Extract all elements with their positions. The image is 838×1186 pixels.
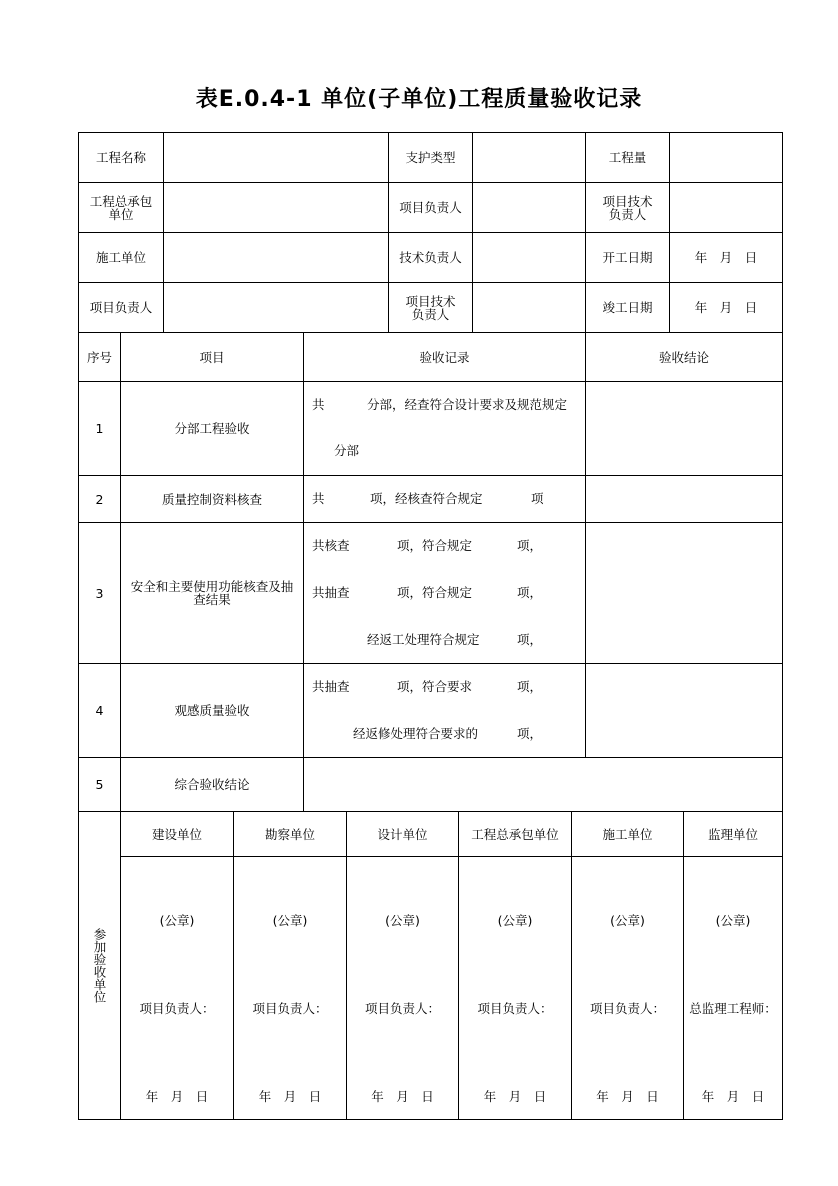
- seal-text: (公章): [715, 913, 751, 928]
- record-text: 项，: [517, 632, 543, 647]
- completion-date-label: 竣工日期: [585, 282, 670, 333]
- record-text: 分部，经查符合设计要求及规范规定: [367, 397, 568, 412]
- record-text: 项: [531, 491, 544, 506]
- start-date-field[interactable]: 年 月 日: [669, 232, 783, 283]
- row-4-item: 观感质量验收: [120, 663, 304, 758]
- seal-text: (公章): [385, 913, 420, 928]
- tech-manager-field-2[interactable]: [472, 282, 586, 333]
- tech-manager-label: 项目技术 负责人: [585, 182, 670, 233]
- row-2-no: 2: [78, 475, 121, 523]
- sign-date: 年 月 日: [145, 1089, 209, 1104]
- record-text: 共抽查: [312, 679, 350, 694]
- unit-sign-cell[interactable]: [120, 856, 234, 1120]
- record-text: 经返工处理符合规定: [367, 632, 480, 647]
- row-1-record[interactable]: [303, 381, 586, 476]
- record-text: 项，: [517, 726, 543, 741]
- project-manager-field[interactable]: [472, 182, 586, 233]
- record-text: 项，: [517, 679, 543, 694]
- sign-date: 年 月 日: [371, 1089, 434, 1104]
- seal-text: (公章): [497, 913, 533, 928]
- participants-label: 参加验收单位: [92, 928, 107, 1003]
- unit-sign-cell[interactable]: [458, 856, 572, 1120]
- general-contractor-label: 工程总承包 单位: [78, 182, 164, 233]
- signer-label: 总监理工程师：: [689, 1001, 777, 1016]
- technical-lead-label: 技术负责人: [388, 232, 473, 283]
- record-text: 共核查: [312, 538, 350, 553]
- quantity-field[interactable]: [669, 132, 783, 183]
- construction-unit-label: 施工单位: [78, 232, 164, 283]
- unit-name: 勘察单位: [233, 811, 347, 857]
- construction-unit-field[interactable]: [163, 232, 389, 283]
- sign-date: 年 月 日: [483, 1089, 547, 1104]
- unit-sign-cell[interactable]: [233, 856, 347, 1120]
- technical-lead-field[interactable]: [472, 232, 586, 283]
- row-3-no: 3: [78, 522, 121, 664]
- signer-label: 项目负责人：: [139, 1001, 215, 1016]
- project-manager-label: 项目负责人: [388, 182, 473, 233]
- record-text: 项，符合要求: [397, 679, 473, 694]
- sign-date: 年 月 日: [596, 1089, 659, 1104]
- seal-text: (公章): [159, 913, 195, 928]
- record-text: 共: [312, 397, 325, 412]
- signer-label: 项目负责人：: [252, 1001, 328, 1016]
- signer-label: 项目负责人：: [477, 1001, 553, 1016]
- row-4-no: 4: [78, 663, 121, 758]
- tech-manager-label-2: 项目技术 负责人: [388, 282, 473, 333]
- completion-date-field[interactable]: 年 月 日: [669, 282, 783, 333]
- signer-label: 项目负责人：: [589, 1001, 665, 1016]
- row-5-item: 综合验收结论: [120, 757, 304, 812]
- row-4-record[interactable]: [303, 663, 586, 758]
- col-conclusion-header: 验收结论: [585, 332, 783, 382]
- unit-sign-cell[interactable]: [571, 856, 684, 1120]
- row-4-conclusion[interactable]: [585, 663, 783, 758]
- row-1-no: 1: [78, 381, 121, 476]
- support-type-field[interactable]: [472, 132, 586, 183]
- project-name-field[interactable]: [163, 132, 389, 183]
- record-text: 项，经核查符合规定: [370, 491, 483, 506]
- start-date-label: 开工日期: [585, 232, 670, 283]
- row-3-conclusion[interactable]: [585, 522, 783, 664]
- project-name-label: 工程名称: [78, 132, 164, 183]
- general-contractor-field[interactable]: [163, 182, 389, 233]
- seal-text: (公章): [610, 913, 645, 928]
- sign-date: 年 月 日: [258, 1089, 322, 1104]
- record-text: 项，: [517, 538, 543, 553]
- quantity-label: 工程量: [585, 132, 670, 183]
- unit-name: 设计单位: [346, 811, 459, 857]
- row-5-no: 5: [78, 757, 121, 812]
- unit-name: 工程总承包单位: [458, 811, 572, 857]
- col-item-header: 项目: [120, 332, 304, 382]
- row-2-record[interactable]: [303, 475, 586, 523]
- participants-label-cell: [78, 811, 121, 1120]
- record-text: 共: [312, 491, 325, 506]
- sign-date: 年 月 日: [701, 1089, 765, 1104]
- row-2-conclusion[interactable]: [585, 475, 783, 523]
- record-text: 项，符合规定: [397, 538, 473, 553]
- seal-text: (公章): [272, 913, 308, 928]
- record-text: 共抽查: [312, 585, 350, 600]
- support-type-label: 支护类型: [388, 132, 473, 183]
- col-no-header: 序号: [78, 332, 121, 382]
- row-1-item: 分部工程验收: [120, 381, 304, 476]
- signer-label: 项目负责人：: [364, 1001, 440, 1016]
- unit-name: 建设单位: [120, 811, 234, 857]
- unit-name: 施工单位: [571, 811, 684, 857]
- col-record-header: 验收记录: [303, 332, 586, 382]
- row-5-conclusion[interactable]: [303, 757, 783, 812]
- unit-sign-cell[interactable]: [346, 856, 459, 1120]
- unit-sign-cell[interactable]: [683, 856, 783, 1120]
- unit-name: 监理单位: [683, 811, 783, 857]
- row-3-record[interactable]: [303, 522, 586, 664]
- project-manager-label-2: 项目负责人: [78, 282, 164, 333]
- record-text: 经返修处理符合要求的: [353, 726, 479, 741]
- record-text: 分部: [334, 443, 360, 458]
- project-manager-field-2[interactable]: [163, 282, 389, 333]
- record-text: 项，符合规定: [397, 585, 473, 600]
- row-1-conclusion[interactable]: [585, 381, 783, 476]
- page-title: 表E.0.4-1 单位(子单位)工程质量验收记录: [195, 87, 643, 112]
- record-text: 项，: [517, 585, 543, 600]
- row-2-item: 质量控制资料核查: [120, 475, 304, 523]
- row-3-item: 安全和主要使用功能核查及抽查结果: [120, 522, 304, 664]
- tech-manager-field[interactable]: [669, 182, 783, 233]
